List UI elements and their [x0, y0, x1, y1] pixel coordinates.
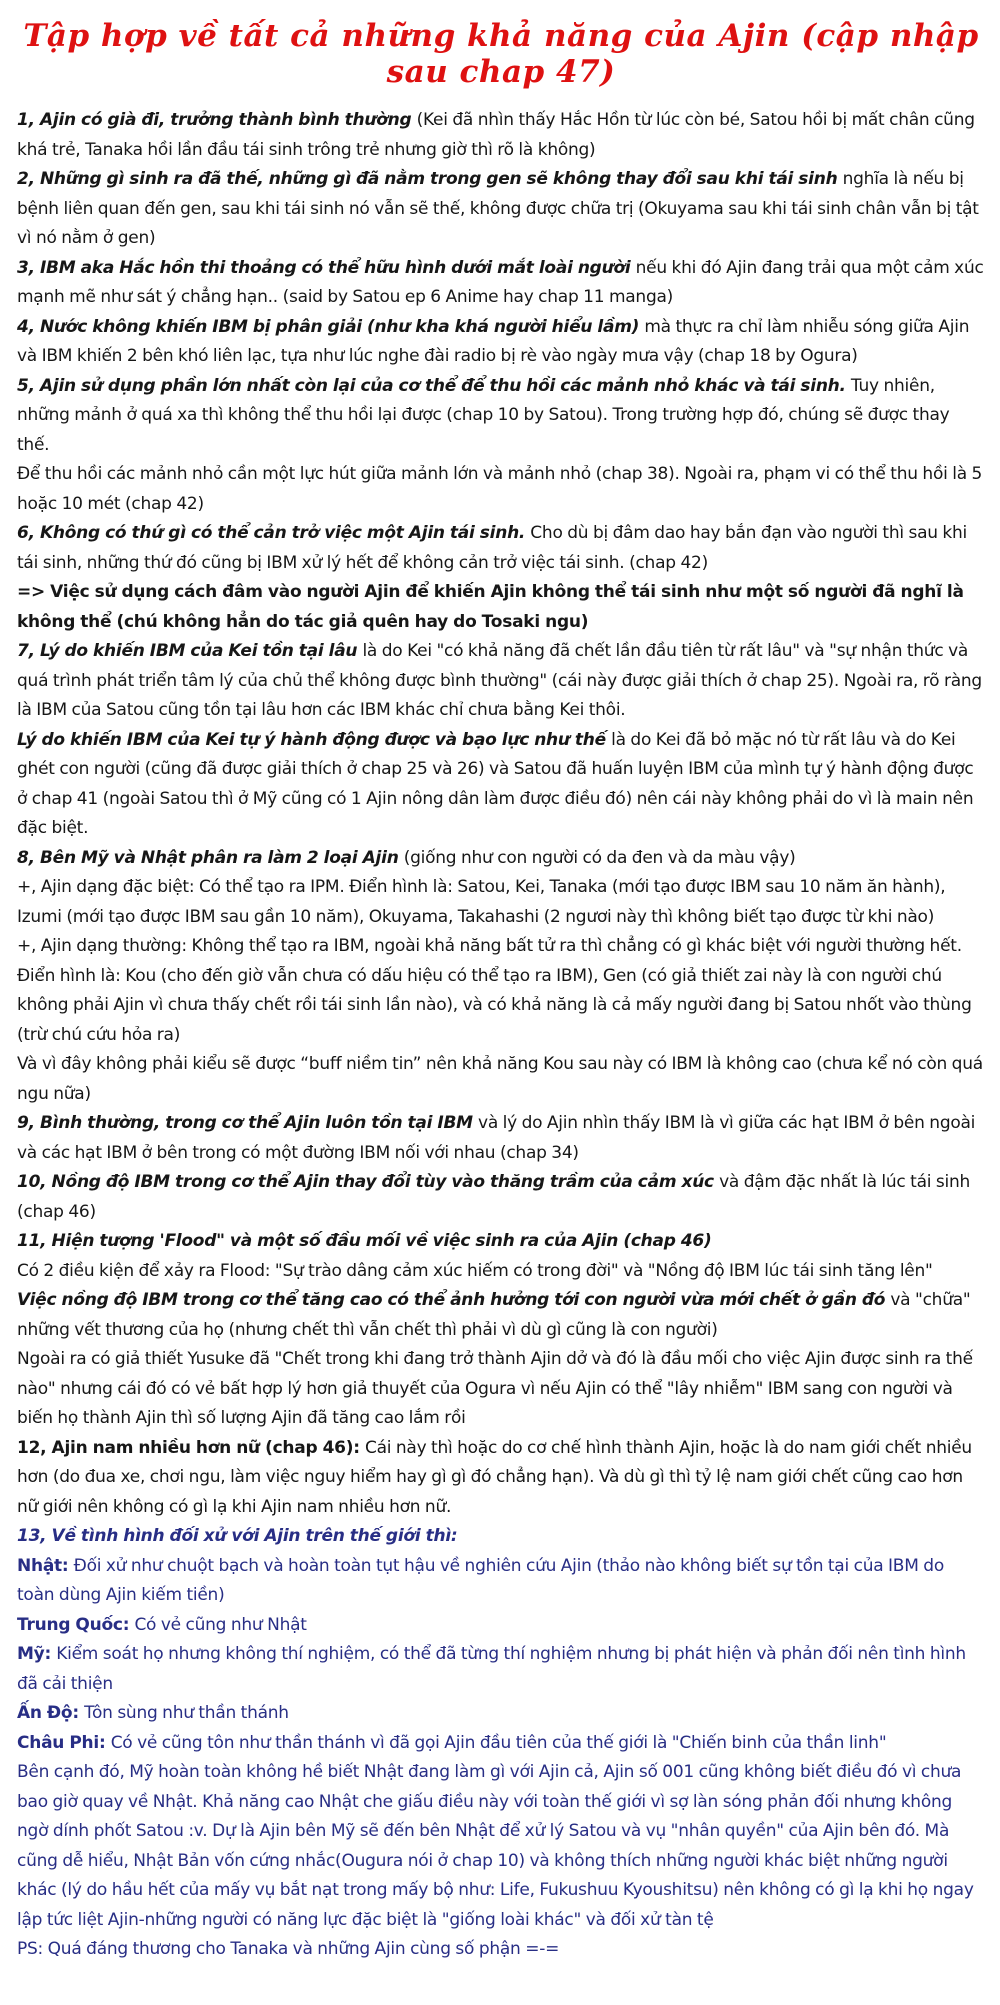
section-8-heading: 8, Bên Mỹ và Nhật phân ra làm 2 loại Ajin — [17, 847, 404, 868]
section-8-normal-type-text: +, Ajin dạng thường: Không thể tạo ra IBM, ngoài khả năng bất tử ra thì chẳng có gì khác biệt với người thường hết. Điển hình là: Kou (cho đến giờ vẫn chưa có dấu hiệu có thể tạo ra IBM), Gen (có giả thiết zai này là con người chú không phải Ajin vì chưa thấy chết rồi tái sinh lần nào), và có khả năng là cả mấy người đang bị Satou nhốt vào thùng (trừ chú cứu hỏa ra) — [17, 936, 972, 1045]
section-13-usa-label: Mỹ: — [17, 1644, 57, 1664]
section-9-text: và lý do Ajin nhìn thấy IBM là vì giữa các hạt IBM ở bên ngoài và các hạt IBM ở bên trong có một đường IBM nối với nhau (chap 34) — [17, 1113, 976, 1163]
section-13-heading: 13, Về tình hình đối xử với Ajin trên thế giới thì: — [17, 1526, 458, 1546]
section-13-usa — [17, 1640, 985, 1699]
section-1-text: (Kei đã nhìn thấy Hắc Hồn từ lúc còn bé, Satou hồi bị mất chân cũng khá trẻ, Tanaka hồi lần đầu tái sinh trông trẻ nhưng giờ thì rõ là không) — [17, 110, 975, 160]
section-11-theory — [17, 1345, 985, 1434]
section-7-extra-text: là do Kei đã bỏ mặc nó từ rất lâu và do Kei ghét con người (cũng đã được giải thích ở chap 25 và 26) và Satou đã huấn luyện IBM của mình tự ý hành động được ở chap 41 (ngoài Satou thì ở Mỹ cũng có 1 Ajin nông dân làm được điều đó) nên cái này không phải do vì là main nên đặc biệt. — [17, 729, 974, 838]
section-11-theory-text: Ngoài ra có giả thiết Yusuke đã "Chết trong khi đang trở thành Ajin dở và đó là đầu mối cho việc Ajin được sinh ra thế nào" nhưng cái đó có vẻ bất hợp lý hơn giả thuyết của Ogura vì nếu Ajin có thể "lây nhiễm" IBM sang con người và biến họ thành Ajin thì số lượng Ajin đã tăng cao lắm rồi — [17, 1349, 973, 1428]
section-3-text: nếu khi đó Ajin đang trải qua một cảm xúc mạnh mẽ như sát ý chẳng hạn.. (said by Satou ep 6 Anime hay chap 11 manga) — [17, 257, 984, 307]
section-5 — [17, 372, 985, 461]
section-5-note-text: Để thu hồi các mảnh nhỏ cần một lực hút giữa mảnh lớn và mảnh nhỏ (chap 38). Ngoài ra, phạm vi có thể thu hồi là 5 hoặc 10 mét (chap 42) — [17, 464, 983, 514]
section-8-special-type — [17, 873, 985, 932]
section-5-note — [17, 460, 985, 519]
section-2 — [17, 165, 985, 254]
section-8-text: (giống như con người có da đen và da màu vậy) — [403, 847, 796, 868]
section-5-text: Tuy nhiên, những mảnh ở quá xa thì không thể thu hồi lại được (chap 10 by Satou). Trong trường hợp đó, chúng sẽ được thay thế. — [17, 375, 950, 455]
section-11-effect-text: và "chữa" những vết thương của họ (nhưng chết thì vẫn chết thì phải vì dù gì cũng là con người) — [17, 1290, 971, 1340]
section-7-text: là do Kei "có khả năng đã chết lần đầu tiên từ rất lâu" và "sự nhận thức và quá trình phát triển tâm lý của chủ thể không được bình thường" (cái này được giải thích ở chap 25). Ngoài ra, rõ ràng là IBM của Satou cũng tồn tại lâu hơn các IBM khác chỉ chưa bằng Kei thôi. — [17, 641, 982, 720]
section-5-heading: 5, Ajin sử dụng phần lớn nhất còn lại của cơ thể để thu hồi các mảnh nhỏ khác và tái sinh. — [17, 375, 851, 396]
section-12-heading: 12, Ajin nam nhiều hơn nữ (chap 46): — [17, 1437, 365, 1458]
section-6-conclusion-text: => Việc sử dụng cách đâm vào người Ajin để khiến Ajin không thể tái sinh như một số người đã nghĩ là không thể (chú không hẳn do tác giả quên hay do Tosaki ngu) — [17, 582, 964, 632]
section-11-heading: 11, Hiện tượng 'Flood" và một số đầu mối về việc sinh ra của Ajin (chap 46) — [17, 1231, 712, 1251]
section-9-heading: 9, Bình thường, trong cơ thể Ajin luôn tồn tại IBM — [17, 1113, 479, 1133]
section-7-extra-heading: Lý do khiến IBM của Kei tự ý hành động được và bạo lực như thế — [17, 729, 612, 750]
section-10-text: và đậm đặc nhất là lúc tái sinh (chap 46) — [17, 1172, 970, 1222]
ps-note-text: PS: Quá đáng thương cho Tanaka và những Ajin cùng số phận =-= — [17, 1939, 560, 1959]
section-1 — [17, 106, 985, 165]
section-13 — [17, 1522, 985, 1552]
section-4 — [17, 313, 985, 372]
section-8-note — [17, 1050, 985, 1109]
section-4-text: mà thực ra chỉ làm nhiễu sóng giữa Ajin và IBM khiến 2 bên khó liên lạc, tựa như lúc nghe đài radio bị rè vào ngày mưa vậy (chap 18 by Ogura) — [17, 316, 970, 366]
section-7-extra — [17, 726, 985, 844]
section-13-extra — [17, 1758, 985, 1935]
section-2-text: nghĩa là nếu bị bệnh liên quan đến gen, sau khi tái sinh nó vẫn sẽ thế, không được chữa trị (Okuyama sau khi tái sinh chân vẫn bị tật vì nó nằm ở gen) — [17, 169, 979, 248]
section-8 — [17, 844, 985, 874]
section-11 — [17, 1227, 985, 1257]
section-13-africa-text: Có vẻ cũng tôn như thần thánh vì đã gọi Ajin đầu tiên của thế giới là "Chiến binh của thần linh" — [110, 1732, 887, 1753]
section-1-heading: 1, Ajin có già đi, trưởng thành bình thường — [17, 110, 417, 130]
section-12-text: Cái này thì hoặc do cơ chế hình thành Ajin, hoặc là do nam giới chết nhiều hơn (do đua xe, chơi ngu, làm việc nguy hiểm hay gì gì đó chẳng hạn). Và dù gì thì tỷ lệ nam giới chết cũng cao hơn nữ giới nên không có gì lạ khi Ajin nam nhiều hơn nữ. — [17, 1437, 972, 1517]
section-13-africa-label: Châu Phi: — [17, 1732, 111, 1753]
section-8-note-text: Và vì đây không phải kiểu sẽ được “buff niềm tin” nên khả năng Kou sau này có IBM là không cao (chưa kể nó còn quá ngu nữa) — [17, 1054, 983, 1104]
section-10 — [17, 1168, 985, 1227]
section-8-special-type-text: +, Ajin dạng đặc biệt: Có thể tạo ra IPM. Điển hình là: Satou, Kei, Tanaka (mới tạo được IBM sau 10 năm ăn hành), Izumi (mới tạo được IBM sau gần 10 năm), Okuyama, Takahashi (2 ngươi này thì không biết tạo được từ khi nào) — [17, 877, 946, 927]
section-13-japan — [17, 1552, 985, 1611]
section-13-china-label: Trung Quốc: — [17, 1614, 135, 1635]
document-body — [17, 106, 985, 1965]
section-13-china — [17, 1611, 985, 1641]
section-8-normal-type — [17, 932, 985, 1050]
section-7-heading: 7, Lý do khiến IBM của Kei tồn tại lâu — [17, 641, 363, 661]
section-6 — [17, 519, 985, 578]
section-6-conclusion — [17, 578, 985, 637]
section-6-text: Cho dù bị đâm dao hay bắn đạn vào người thì sau khi tái sinh, những thứ đó cũng bị IBM xử lý hết để không cản trở việc tái sinh. (chap 42) — [17, 523, 968, 573]
section-13-india — [17, 1699, 985, 1729]
section-7 — [17, 637, 985, 726]
section-11-effect-heading: Việc nồng độ IBM trong cơ thể tăng cao có thể ảnh hưởng tới con người vừa mới chết ở gần đó — [17, 1290, 891, 1310]
section-9 — [17, 1109, 985, 1168]
section-13-usa-text: Kiểm soát họ nhưng không thí nghiệm, có thể đã từng thí nghiệm nhưng bị phát hiện và phản đối nên tình hình đã cải thiện — [17, 1644, 966, 1694]
section-2-heading: 2, Những gì sinh ra đã thế, những gì đã nằm trong gen sẽ không thay đổi sau khi tái sinh — [17, 169, 843, 189]
ps-note — [17, 1935, 985, 1965]
section-11-conditions — [17, 1257, 985, 1287]
section-13-extra-text: Bên cạnh đó, Mỹ hoàn toàn không hề biết Nhật đang làm gì với Ajin cả, Ajin số 001 cũng không biết điều đó vì chưa bao giờ quay về Nhật. Khả năng cao Nhật che giấu điều này với toàn thế giới vì sợ làn sóng phản đối nhưng không ngờ dính phốt Satou :v. Dự là Ajin bên Mỹ sẽ đến bên Nhật để xử lý Satou và vụ "nhân quyền" của Ajin bên đó. Mà cũng dễ hiểu, Nhật Bản vốn cứng nhắc(Ougura nói ở chap 10) và không thích những người khác biệt những người khác (lý do hầu hết của mấy vụ bắt nạt trong mấy bộ như: Life, Fukushuu Kyoushitsu) nên không có gì lạ khi họ ngay lập tức liệt Ajin-những người có năng lực đặc biệt là "giống loài khác" và đối xử tàn tệ — [17, 1762, 974, 1930]
section-11-conditions-text: Có 2 điều kiện để xảy ra Flood: "Sự trào dâng cảm xúc hiếm có trong đời" và "Nồng độ IBM lúc tái sinh tăng lên" — [17, 1260, 933, 1281]
section-3 — [17, 254, 985, 313]
section-10-heading: 10, Nồng độ IBM trong cơ thể Ajin thay đổi tùy vào thăng trầm của cảm xúc — [17, 1172, 720, 1192]
section-4-heading: 4, Nước không khiến IBM bị phân giải (như kha khá người hiểu lầm) — [17, 316, 645, 337]
section-13-japan-text: Đối xử như chuột bạch và hoàn toàn tụt hậu về nghiên cứu Ajin (thảo nào không biết sự tồn tại của IBM do toàn dùng Ajin kiếm tiền) — [17, 1555, 944, 1605]
section-13-india-label: Ấn Độ: — [17, 1703, 85, 1723]
section-13-africa — [17, 1729, 985, 1759]
section-13-japan-label: Nhật: — [17, 1555, 74, 1576]
section-3-heading: 3, IBM aka Hắc hồn thi thoảng có thể hữu hình dưới mắt loài người — [17, 257, 636, 278]
section-11-effect — [17, 1286, 985, 1345]
section-13-china-text: Có vẻ cũng như Nhật — [134, 1614, 307, 1635]
section-6-heading: 6, Không có thứ gì có thể cản trở việc một Ajin tái sinh. — [17, 523, 531, 543]
section-13-india-text: Tôn sùng như thần thánh — [84, 1703, 289, 1723]
section-12 — [17, 1434, 985, 1523]
page-title: Tập hợp về tất cả những khả năng của Ajin (cập nhập sau chap 47) — [23, 18, 979, 90]
